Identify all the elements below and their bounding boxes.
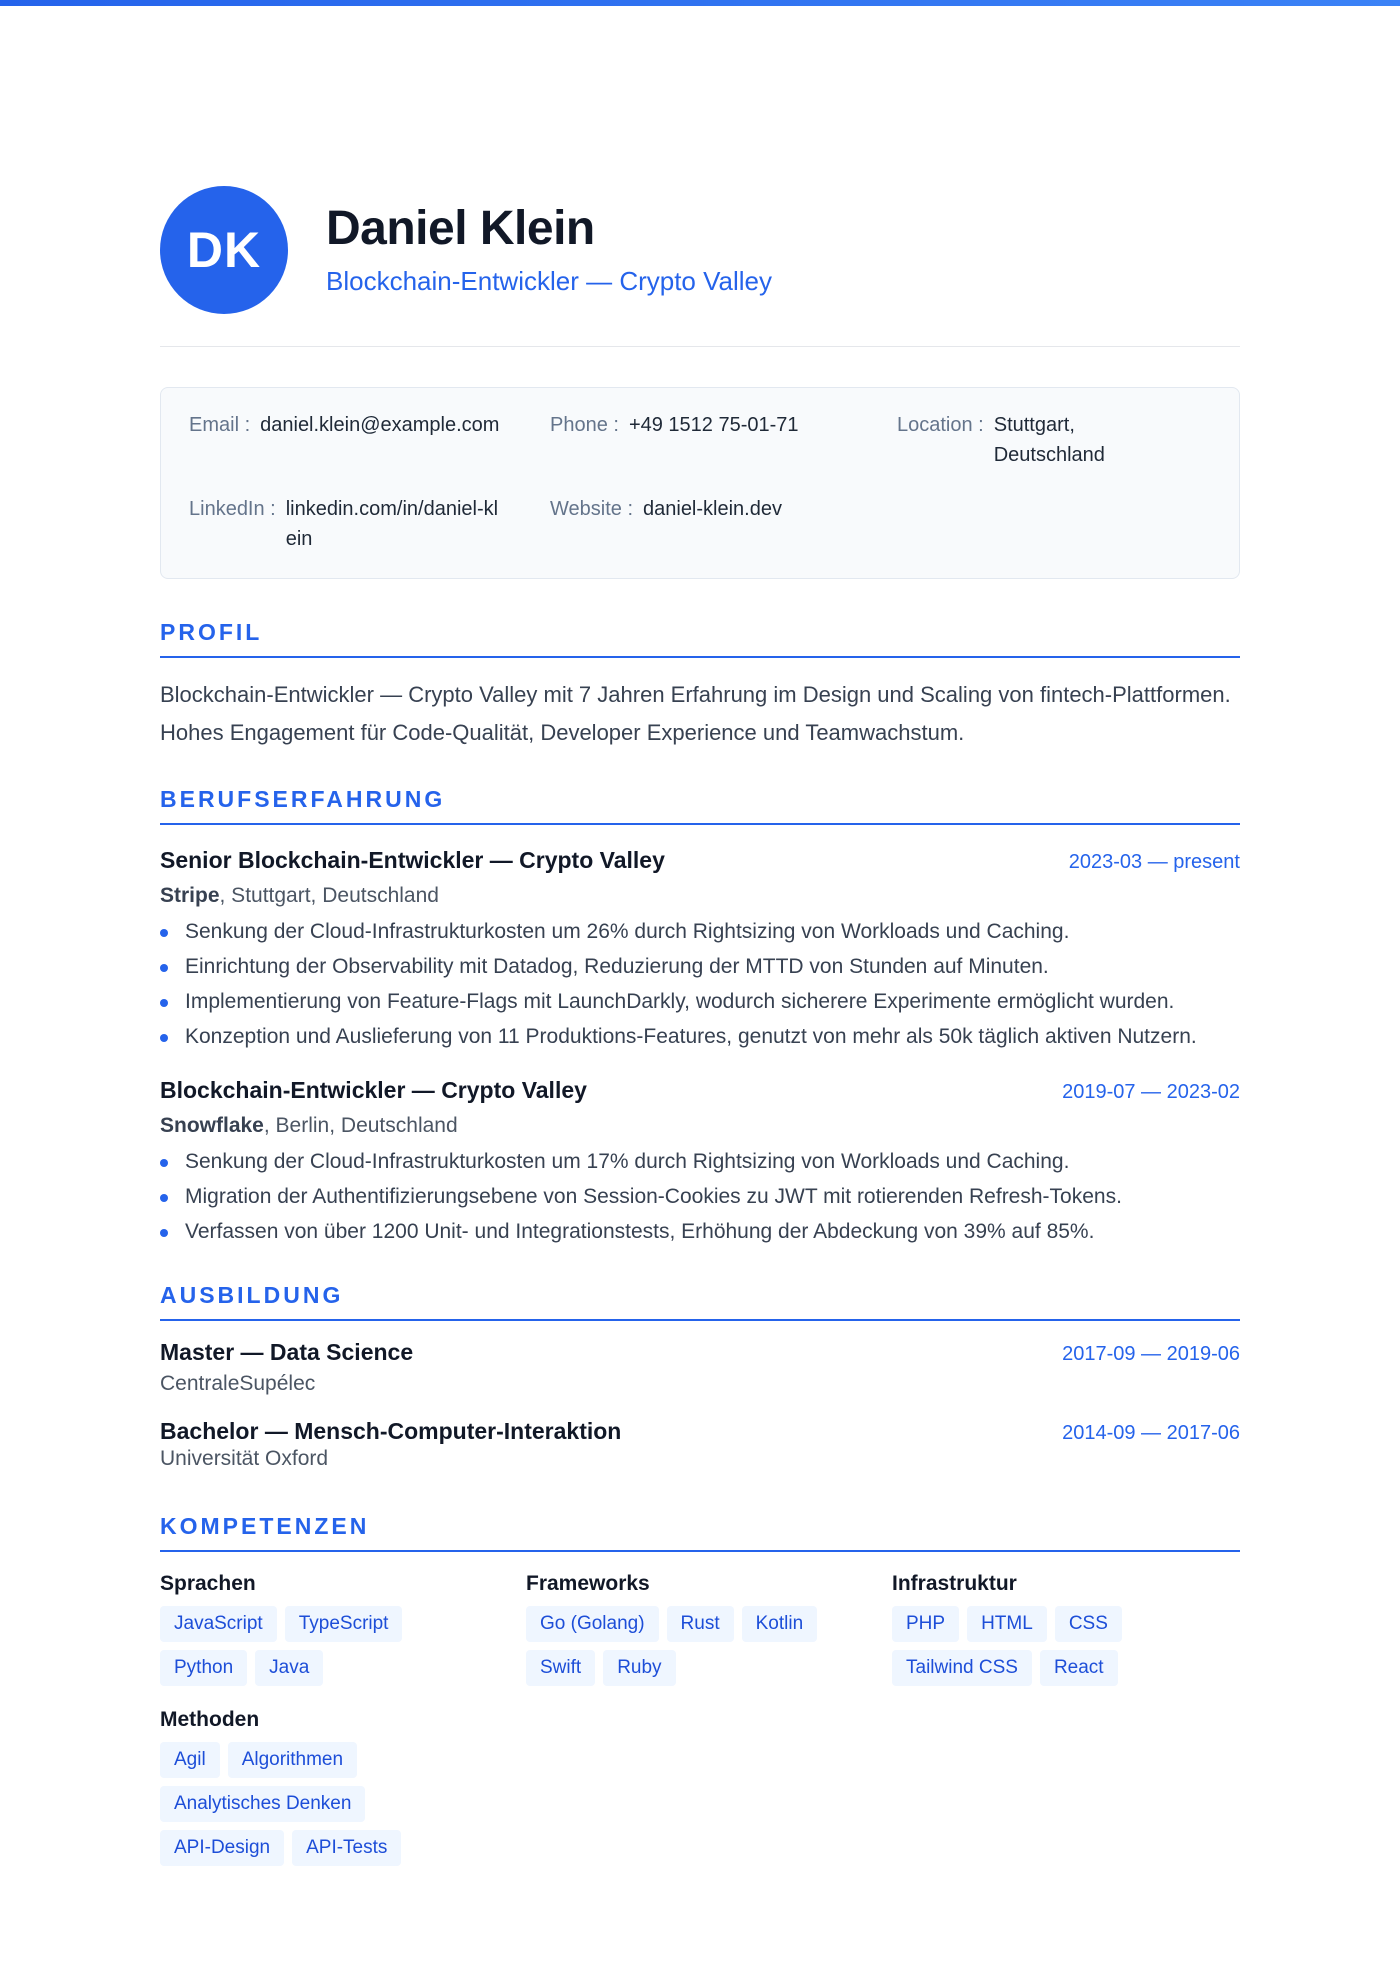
job-header [160, 847, 1240, 874]
contact-website-label: Website : [550, 498, 633, 520]
skill-tag: Kotlin [742, 1606, 818, 1642]
education-item [160, 1339, 1240, 1396]
skill-tag: HTML [967, 1606, 1047, 1642]
skill-tag: Tailwind CSS [892, 1650, 1032, 1686]
job-company [160, 1114, 1240, 1138]
education-header [160, 1418, 1240, 1445]
contact-location [897, 410, 1211, 470]
contact-website [550, 494, 897, 554]
contact-phone-label: Phone : [550, 414, 619, 436]
job-bullets [160, 916, 1240, 1053]
contact-location-label: Location : [897, 414, 984, 436]
job-entry [160, 1077, 1240, 1248]
contact-email-value[interactable]: daniel.klein@example.com [260, 414, 500, 436]
job-dates: 2023-03 — present [1068, 851, 1240, 873]
profile-heading: PROFIL [160, 619, 1240, 658]
skill-group-frameworks [526, 1572, 892, 1686]
contact-location-value: Stuttgart, Deutschland [993, 414, 1105, 466]
skill-tag: Java [255, 1650, 323, 1686]
skills-grid [160, 1572, 1240, 1866]
job-company [160, 884, 1240, 908]
skill-tag: Python [160, 1650, 247, 1686]
skill-tag: Ruby [603, 1650, 675, 1686]
skills-heading: KOMPETENZEN [160, 1513, 1240, 1552]
resume-header [160, 186, 1240, 314]
person-name: Daniel Klein [326, 202, 595, 256]
job-title: Blockchain-Entwickler — Crypto Valley [160, 1077, 587, 1103]
skill-group-title: Methoden [160, 1708, 260, 1731]
skill-tag: CSS [1055, 1606, 1122, 1642]
skill-group-title: Frameworks [526, 1572, 650, 1595]
school-name: CentraleSupélec [160, 1372, 316, 1395]
contact-phone [550, 410, 897, 470]
education-header [160, 1339, 1240, 1366]
job-header [160, 1077, 1240, 1104]
job-headline: Blockchain-Entwickler — Crypto Valley [326, 265, 772, 296]
job-bullet: Senkung der Cloud-Infrastrukturkosten um 26% durch Rightsizing von Workloads und Caching. [160, 916, 1240, 948]
skill-tag: TypeScript [285, 1606, 403, 1642]
skill-tag: Algorithmen [228, 1742, 357, 1778]
experience-section [160, 786, 1240, 1248]
company-name: Snowflake [160, 1114, 264, 1137]
contact-email [189, 410, 550, 470]
skill-tag: API-Tests [292, 1830, 401, 1866]
contact-phone-value[interactable]: +49 1512 75-01-71 [628, 414, 799, 436]
header-divider [160, 346, 1240, 347]
contact-linkedin-value[interactable]: linkedin.com/in/daniel-klein [285, 498, 499, 550]
contact-box [160, 387, 1240, 579]
avatar: DK [160, 186, 288, 314]
skill-tag: PHP [892, 1606, 959, 1642]
degree-title: Bachelor — Mensch-Computer-Interaktion [160, 1418, 622, 1444]
skill-tag: API-Design [160, 1830, 284, 1866]
skill-tags [160, 1742, 420, 1866]
skill-tag: Rust [667, 1606, 734, 1642]
job-bullets [160, 1146, 1240, 1248]
contact-website-value[interactable]: daniel-klein.dev [643, 498, 782, 520]
job-bullet: Konzeption und Auslieferung von 11 Produktions-Features, genutzt von mehr als 50k täglich aktiven Nutzern. [160, 1021, 1240, 1053]
resume-page [160, 186, 1240, 1866]
skill-tags [160, 1606, 440, 1686]
job-bullet: Verfassen von über 1200 Unit- und Integrationstests, Erhöhung der Abdeckung von 39% auf 85%. [160, 1216, 1240, 1248]
job-bullet: Implementierung von Feature-Flags mit LaunchDarkly, wodurch sicherere Experimente ermöglicht wurden. [160, 986, 1240, 1018]
skill-group-sprachen [160, 1572, 526, 1686]
job-bullet: Senkung der Cloud-Infrastrukturkosten um 17% durch Rightsizing von Workloads und Caching. [160, 1146, 1240, 1178]
skill-group-title: Sprachen [160, 1572, 256, 1595]
job-bullet: Einrichtung der Observability mit Datadog, Reduzierung der MTTD von Stunden auf Minuten. [160, 951, 1240, 983]
profile-section [160, 619, 1240, 752]
job-title: Senior Blockchain-Entwickler — Crypto Valley [160, 847, 665, 873]
top-accent-bar [0, 0, 1400, 6]
job-bullet: Migration der Authentifizierungsebene von Session-Cookies zu JWT mit rotierenden Refresh-Tokens. [160, 1181, 1240, 1213]
skill-tag: Swift [526, 1650, 595, 1686]
skill-tag: Analytisches Denken [160, 1786, 365, 1822]
skill-tags [892, 1606, 1152, 1686]
skills-section [160, 1513, 1240, 1866]
skill-tags [526, 1606, 836, 1686]
contact-email-label: Email : [189, 414, 251, 436]
education-heading: AUSBILDUNG [160, 1282, 1240, 1321]
skill-tag: Go (Golang) [526, 1606, 659, 1642]
experience-heading: BERUFSERFAHRUNG [160, 786, 1240, 825]
profile-text: Blockchain-Entwickler — Crypto Valley mit 7 Jahren Erfahrung im Design und Scaling von fintech-Plattformen. Hohes Engagement für Code-Qualität, Developer Experience und Teamwachstum. [160, 682, 1231, 745]
skill-group-infrastruktur [892, 1572, 1240, 1686]
skill-group-methoden [160, 1708, 526, 1866]
job-dates: 2019-07 — 2023-02 [1062, 1081, 1240, 1103]
skill-tag: Agil [160, 1742, 220, 1778]
header-text [326, 203, 772, 297]
skill-tag: JavaScript [160, 1606, 277, 1642]
education-dates: 2014-09 — 2017-06 [1062, 1422, 1240, 1444]
company-name: Stripe [160, 884, 220, 907]
contact-linkedin [189, 494, 550, 554]
degree-title: Master — Data Science [160, 1339, 414, 1365]
skill-tag: React [1040, 1650, 1118, 1686]
company-location: , Berlin, Deutschland [263, 1114, 458, 1137]
skill-group-title: Infrastruktur [892, 1572, 1017, 1595]
school-name: Universität Oxford [160, 1447, 329, 1470]
education-item [160, 1418, 1240, 1471]
contact-linkedin-label: LinkedIn : [189, 498, 276, 520]
education-dates: 2017-09 — 2019-06 [1062, 1343, 1240, 1365]
job-entry [160, 847, 1240, 1053]
company-location: , Stuttgart, Deutschland [219, 884, 439, 907]
education-section [160, 1282, 1240, 1471]
